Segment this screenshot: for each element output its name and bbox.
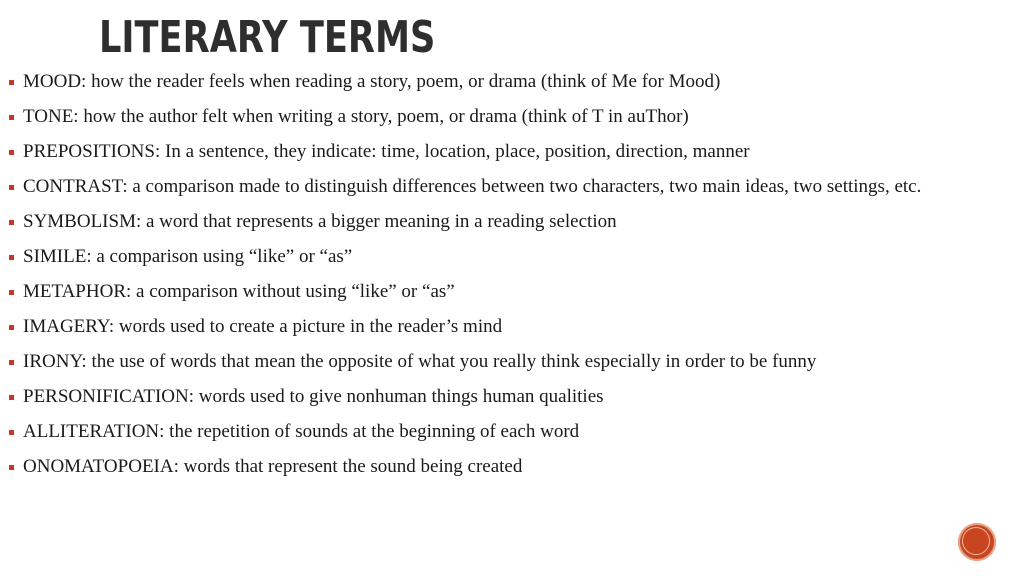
bullet-square-icon [9, 430, 14, 435]
term-text: SIMILE: a comparison using “like” or “as” [23, 246, 353, 267]
term-imagery [0, 315, 930, 339]
circle-icon [962, 527, 990, 555]
term-tone [0, 105, 930, 129]
term-personification [0, 385, 930, 409]
bullet-square-icon [9, 360, 14, 365]
terms-list [0, 70, 930, 490]
slide-nav-button[interactable] [958, 523, 996, 561]
term-text: IMAGERY: words used to create a picture in the reader’s mind [23, 316, 503, 337]
bullet-square-icon [9, 80, 14, 85]
term-text: METAPHOR: a comparison without using “like” or “as” [23, 281, 455, 302]
term-irony [0, 350, 930, 374]
term-text: IRONY: the use of words that mean the opposite of what you really think especially in order to be funny [23, 351, 817, 372]
bullet-square-icon [9, 290, 14, 295]
term-text: ONOMATOPOEIA: words that represent the sound being created [23, 456, 523, 477]
term-metaphor [0, 280, 930, 304]
term-onomatopoeia [0, 455, 930, 479]
bullet-square-icon [9, 185, 14, 190]
term-text: PREPOSITIONS: In a sentence, they indicate: time, location, place, position, direction, manner [23, 141, 750, 162]
term-prepositions [0, 140, 930, 164]
term-text: PERSONIFICATION: words used to give nonhuman things human qualities [23, 386, 604, 407]
bullet-square-icon [9, 255, 14, 260]
term-text: CONTRAST: a comparison made to distinguish differences between two characters, two main ideas, two settings, etc. [23, 176, 922, 197]
term-text: TONE: how the author felt when writing a story, poem, or drama (think of T in auThor) [23, 106, 689, 127]
bullet-square-icon [9, 465, 14, 470]
bullet-square-icon [9, 220, 14, 225]
term-contrast [0, 175, 930, 199]
slide-title: LITERARY TERMS [99, 12, 436, 63]
bullet-square-icon [9, 395, 14, 400]
term-alliteration [0, 420, 930, 444]
term-text: MOOD: how the reader feels when reading a story, poem, or drama (think of Me for Mood) [23, 71, 721, 92]
bullet-square-icon [9, 115, 14, 120]
term-symbolism [0, 210, 930, 234]
term-simile [0, 245, 930, 269]
bullet-square-icon [9, 325, 14, 330]
bullet-square-icon [9, 150, 14, 155]
term-text: SYMBOLISM: a word that represents a bigger meaning in a reading selection [23, 211, 617, 232]
term-mood [0, 70, 930, 94]
term-text: ALLITERATION: the repetition of sounds at the beginning of each word [23, 421, 580, 442]
